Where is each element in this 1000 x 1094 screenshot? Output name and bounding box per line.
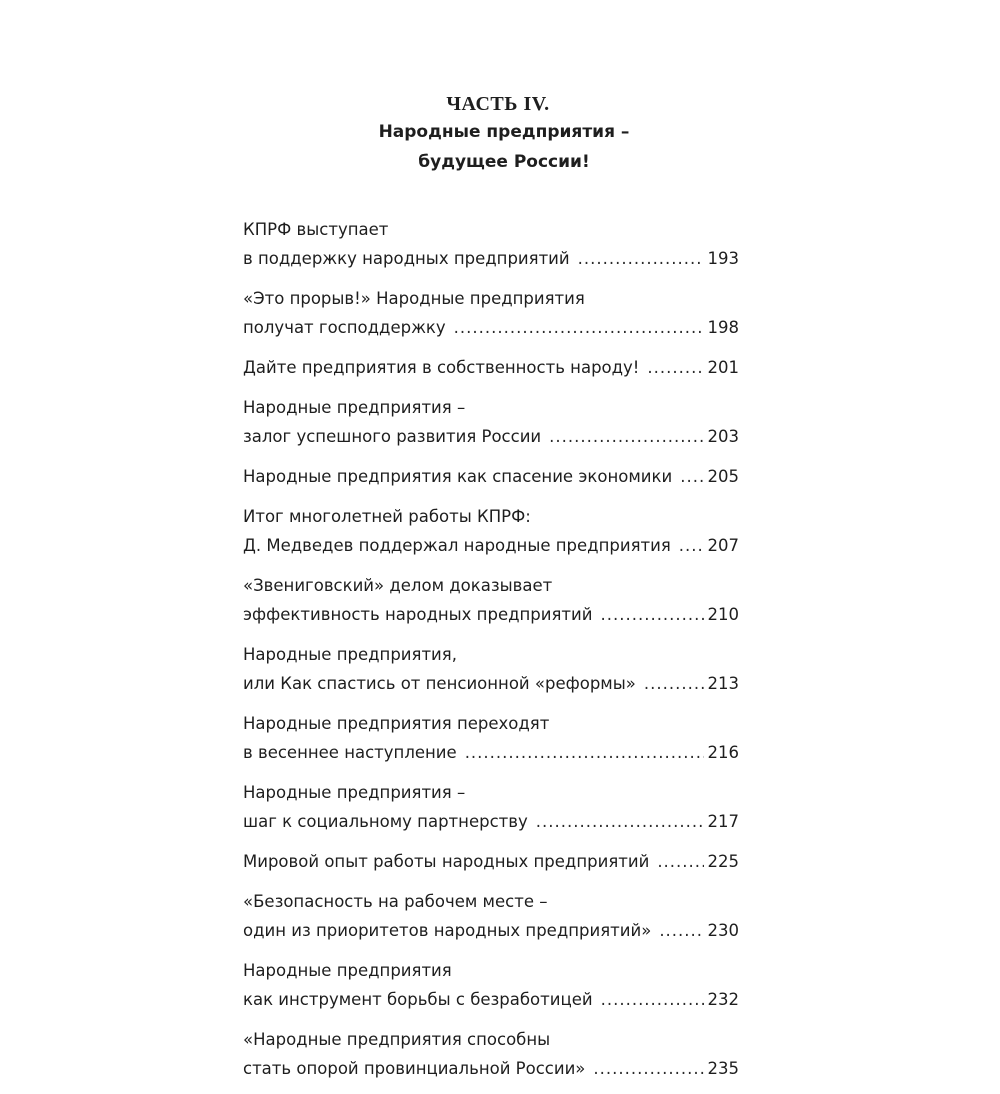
toc-entry-last-line — [243, 531, 739, 560]
toc-entry — [243, 502, 739, 560]
toc-entry-title-line: получат господдержку — [243, 318, 446, 337]
toc-entry-last-line — [243, 738, 739, 767]
toc-entry — [243, 640, 739, 698]
dot-leader — [600, 600, 703, 629]
toc-entry-last-line — [243, 1054, 739, 1083]
toc-page-number: 225 — [707, 852, 739, 871]
dot-leader — [536, 807, 704, 836]
toc-entry-title-line: «Это прорыв!» Народные предприятия — [243, 289, 585, 308]
toc-entry — [243, 215, 739, 273]
toc-entry-title-line: как инструмент борьбы с безработицей — [243, 990, 593, 1009]
dot-leader — [454, 313, 704, 342]
toc-entry — [243, 709, 739, 767]
dot-leader — [578, 244, 704, 273]
dot-leader — [657, 847, 703, 876]
toc-page-number: 210 — [707, 605, 739, 624]
toc-page-number: 205 — [707, 467, 739, 486]
toc-page-number: 198 — [707, 318, 739, 337]
toc-page-number: 230 — [707, 921, 739, 940]
part-label: ЧАСТЬ IV. — [446, 93, 550, 115]
toc-entry — [243, 847, 739, 876]
toc-entry-title-line: или Как спастись от пенсионной «реформы» — [243, 674, 636, 693]
toc-page-number: 193 — [707, 249, 739, 268]
dot-leader — [593, 1054, 703, 1083]
toc-entry-title-line: Народные предприятия, — [243, 645, 457, 664]
toc-page-number: 207 — [707, 536, 739, 555]
dot-leader — [549, 422, 703, 451]
toc-entry — [243, 284, 739, 342]
toc-entry-last-line — [243, 916, 739, 945]
toc-entry — [243, 778, 739, 836]
toc-entry-last-line — [243, 422, 739, 451]
toc-entry — [243, 956, 739, 1014]
toc-entry-last-line — [243, 807, 739, 836]
toc-entry-title-line: Народные предприятия — [243, 961, 452, 980]
toc-page-number: 203 — [707, 427, 739, 446]
toc-entry-last-line — [243, 353, 739, 382]
toc-entry-last-line — [243, 244, 739, 273]
toc-entry-title-line: Народные предприятия – — [243, 783, 466, 802]
toc-entry-last-line — [243, 669, 739, 698]
toc-entry-last-line — [243, 600, 739, 629]
toc-entry-title-line: Итог многолетней работы КПРФ: — [243, 507, 531, 526]
toc-entry — [243, 462, 739, 491]
toc-entry-title-line: Д. Медведев поддержал народные предприятия — [243, 536, 671, 555]
table-of-contents — [243, 215, 739, 1094]
toc-entry-title-line: Народные предприятия как спасение экономики — [243, 467, 673, 486]
toc-entry-title-line: «Звениговский» делом доказывает — [243, 576, 553, 595]
toc-entry-title-line: эффективность народных предприятий — [243, 605, 593, 624]
toc-page-number: 235 — [707, 1059, 739, 1078]
toc-entry-title-line: «Безопасность на рабочем месте – — [243, 892, 548, 911]
toc-entry-title-line: КПРФ выступает — [243, 220, 389, 239]
toc-entry-title-line: шаг к социальному партнерству — [243, 812, 528, 831]
dot-leader — [659, 916, 703, 945]
toc-entry-title-line: Мировой опыт работы народных предприятий — [243, 852, 650, 871]
dot-leader — [647, 353, 703, 382]
toc-page-number: 213 — [707, 674, 739, 693]
toc-page-number: 201 — [707, 358, 739, 377]
toc-entry — [243, 393, 739, 451]
toc-entry-last-line — [243, 313, 739, 342]
toc-entry-title-line: один из приоритетов народных предприятий» — [243, 921, 652, 940]
toc-entry-title-line: залог успешного развития России — [243, 427, 542, 446]
toc-entry-title-line: Народные предприятия переходят — [243, 714, 550, 733]
dot-leader — [465, 738, 704, 767]
toc-entry-title-line: в весеннее наступление — [243, 743, 457, 762]
toc-page-number: 216 — [707, 743, 739, 762]
part-title-line-2: будущее России! — [418, 152, 590, 172]
toc-entry-title-line: Народные предприятия – — [243, 398, 466, 417]
toc-entry — [243, 1025, 739, 1083]
toc-entry-title-line: Дайте предприятия в собственность народу! — [243, 358, 640, 377]
part-title-line-1: Народные предприятия – — [378, 122, 630, 142]
toc-entry-title-line: стать опорой провинциальной России» — [243, 1059, 586, 1078]
toc-entry-last-line — [243, 462, 739, 491]
part-header — [0, 91, 1000, 177]
toc-entry — [243, 887, 739, 945]
toc-page-number: 232 — [707, 990, 739, 1009]
toc-entry — [243, 571, 739, 629]
toc-entry-title-line: в поддержку народных предприятий — [243, 249, 570, 268]
dot-leader — [644, 669, 704, 698]
toc-entry-title-line: «Народные предприятия способны — [243, 1030, 551, 1049]
toc-entry — [243, 353, 739, 382]
dot-leader — [679, 531, 704, 560]
dot-leader — [680, 462, 703, 491]
toc-entry-last-line — [243, 847, 739, 876]
toc-page-number: 217 — [707, 812, 739, 831]
